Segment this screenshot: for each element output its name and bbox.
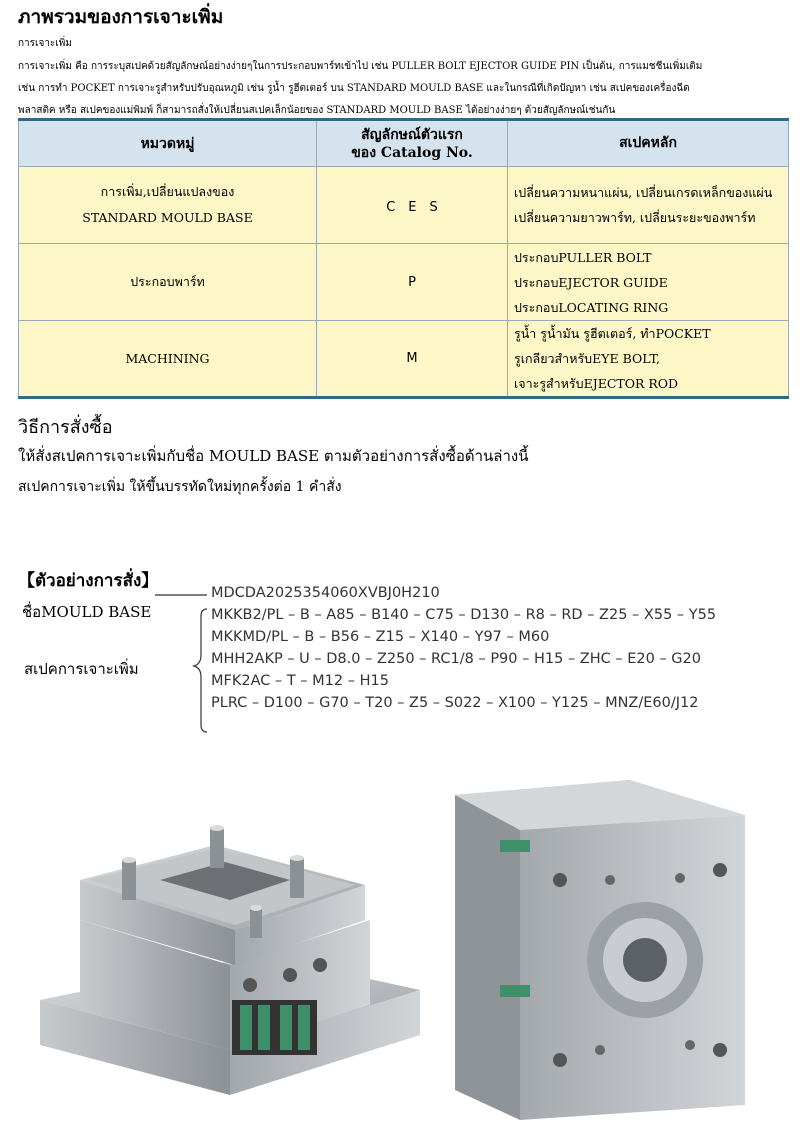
spec-line: เปลี่ยนความยาวพาร์ท, เปลี่ยนระยะของพาร์ท: [514, 210, 756, 225]
header-code-line2: ของ Catalog No.: [351, 144, 473, 161]
code-cell: P: [317, 244, 508, 321]
mould-base-label: ชื่อMOULD BASE: [22, 603, 152, 621]
spec-line: ประกอบLOCATING RING: [514, 299, 669, 315]
order-code-option: MHH2AKP – U – D8.0 – Z250 – RC1/8 – P90 – H15 – ZHC – E20 – G20: [211, 651, 701, 667]
order-instruction: สเปคการเจาะเพิ่ม ให้ขึ้นบรรทัดใหม่ทุกครั้งต่อ 1 คำสั่ง: [18, 479, 342, 495]
header-spec: สเปคหลัก: [508, 120, 789, 167]
category-line: การเพิ่ม,เปลี่ยนแปลงของ: [100, 184, 235, 199]
category-cell: ประกอบพาร์ท: [19, 244, 317, 321]
order-code-option: PLRC – D100 – G70 – T20 – Z5 – S022 – X100 – Y125 – MNZ/E60/J12: [211, 695, 699, 711]
intro-line: พลาสติค หรือ สเปคของแม่พิมพ์ ก็สามารถสั่งให้เปลี่ยนสเปคเล็กน้อยของ STANDARD MOULD BASE ได้อย่างง่ายๆ ด้วยสัญลักษณ์เช่นกัน: [18, 105, 616, 116]
order-code-mould-base: MDCDA2025354060XVBJ0H210: [211, 585, 440, 601]
intro-line: เช่น การทำ POCKET การเจาะรูสำหรับปรับอุณหภูมิ เช่น รูน้ำ รูฮีตเตอร์ บน STANDARD MOULD BASE และในกรณีที่เกิดปัญหา เช่น สเปคของเครื่องฉีด: [18, 83, 690, 94]
code-cell: C E S: [317, 167, 508, 244]
order-method-title: วิธีการสั่งซื้อ: [18, 417, 113, 438]
spec-line: เปลี่ยนความหนาแผ่น, เปลี่ยนเกรดเหล็กของแผ่น: [514, 185, 773, 200]
header-code-line1: สัญลักษณ์ตัวแรก: [361, 126, 463, 143]
options-label: สเปคการเจาะเพิ่ม: [24, 660, 139, 678]
spec-line: ประกอบEJECTOR GUIDE: [514, 274, 668, 290]
order-code-option: MKKB2/PL – B – A85 – B140 – C75 – D130 – R8 – RD – Z25 – X55 – Y55: [211, 607, 717, 623]
example-title: 【ตัวอย่างการสั่ง】: [18, 571, 159, 591]
order-code-option: MKKMD/PL – B – B56 – Z15 – X140 – Y97 – M60: [211, 629, 550, 645]
category-line: STANDARD MOULD BASE: [82, 210, 253, 225]
spec-line: รูน้ำ รูน้ำมัน รูฮีตเตอร์, ทำPOCKET: [514, 326, 711, 341]
category-cell: MACHINING: [19, 321, 317, 398]
order-instruction: ให้สั่งสเปคการเจาะเพิ่มกับชื่อ MOULD BASE ตามตัวอย่างการสั่งซื้อด้านล่างนี้: [18, 447, 529, 465]
spec-line: ประกอบPULLER BOLT: [514, 249, 652, 265]
spec-line: รูเกลียวสำหรับEYE BOLT,: [514, 351, 660, 366]
spec-line: เจาะรูสำหรับEJECTOR ROD: [514, 376, 679, 391]
intro-line: การเจาะเพิ่ม คือ การระบุสเปคด้วยสัญลักษณ์อย่างง่ายๆในการประกอบพาร์ทเข้าไป เช่น PULLER BOLT EJECTOR GUIDE PIN เป็นต้น, การแมชชีนเพิ่มเติม: [18, 61, 703, 72]
header-category: หมวดหมู่: [19, 120, 317, 167]
section-label: การเจาะเพิ่ม: [18, 38, 72, 49]
code-cell: M: [317, 321, 508, 398]
page-title: ภาพรวมของการเจาะเพิ่ม: [18, 6, 224, 28]
order-code-option: MFK2AC – T – M12 – H15: [211, 673, 389, 689]
